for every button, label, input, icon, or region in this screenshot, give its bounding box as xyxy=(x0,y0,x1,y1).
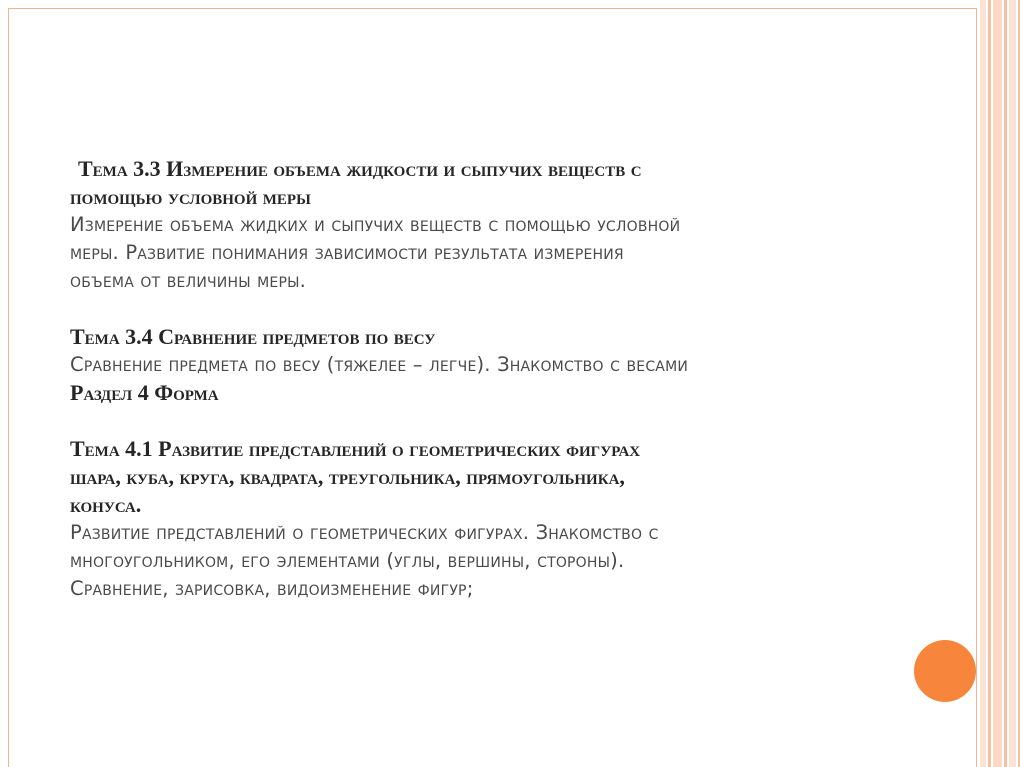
topic-3-4-body: Сравнение предмета по весу (тяжелее – легче). Знакомство с весами xyxy=(70,353,689,376)
topic-4-1-heading-line2: шара, куба, круга, квадрата, треугольника, прямоугольника, xyxy=(70,464,625,489)
topic-3-3-heading-line2: помощью условной меры xyxy=(70,184,311,209)
stripe xyxy=(1018,0,1020,767)
orange-circle-icon xyxy=(914,640,976,702)
topic-3-3-body-line1: Измерение объема жидких и сыпучих веществ с помощью условной xyxy=(70,213,681,236)
topic-3-3-heading-line1: Тема 3.3 Измерение объема жидкости и сыпучих веществ с xyxy=(78,156,642,181)
vertical-stripes-decoration xyxy=(980,0,1024,767)
slide-content xyxy=(70,155,900,603)
topic-4-1-heading-line1: Тема 4.1 Развитие представлений о геометрических фигурах xyxy=(70,436,641,461)
stripe xyxy=(988,0,991,767)
stripe xyxy=(980,0,986,767)
topic-4-1-heading-line3: конуса. xyxy=(70,492,142,517)
spacer xyxy=(70,295,900,323)
section-4-heading: Раздел 4 Форма xyxy=(70,380,219,405)
spacer xyxy=(70,407,900,435)
stripe xyxy=(993,0,1002,767)
topic-3-4-heading: Тема 3.4 Сравнение предметов по весу xyxy=(70,324,436,349)
topic-4-1-body-line3: Сравнение, зарисовка, видоизменение фигур; xyxy=(70,577,474,600)
stripe xyxy=(1004,0,1007,767)
topic-3-3-body-line3: объема от величины меры. xyxy=(70,269,307,292)
topic-4-1-body-line2: многоугольником, его элементами (углы, вершины, стороны). xyxy=(70,549,625,572)
topic-4-1-body-line1: Развитие представлений о геометрических фигурах. Знакомство с xyxy=(70,521,659,544)
topic-3-3-body-line2: меры. Развитие понимания зависимости результата измерения xyxy=(70,241,624,264)
stripe xyxy=(1009,0,1016,767)
